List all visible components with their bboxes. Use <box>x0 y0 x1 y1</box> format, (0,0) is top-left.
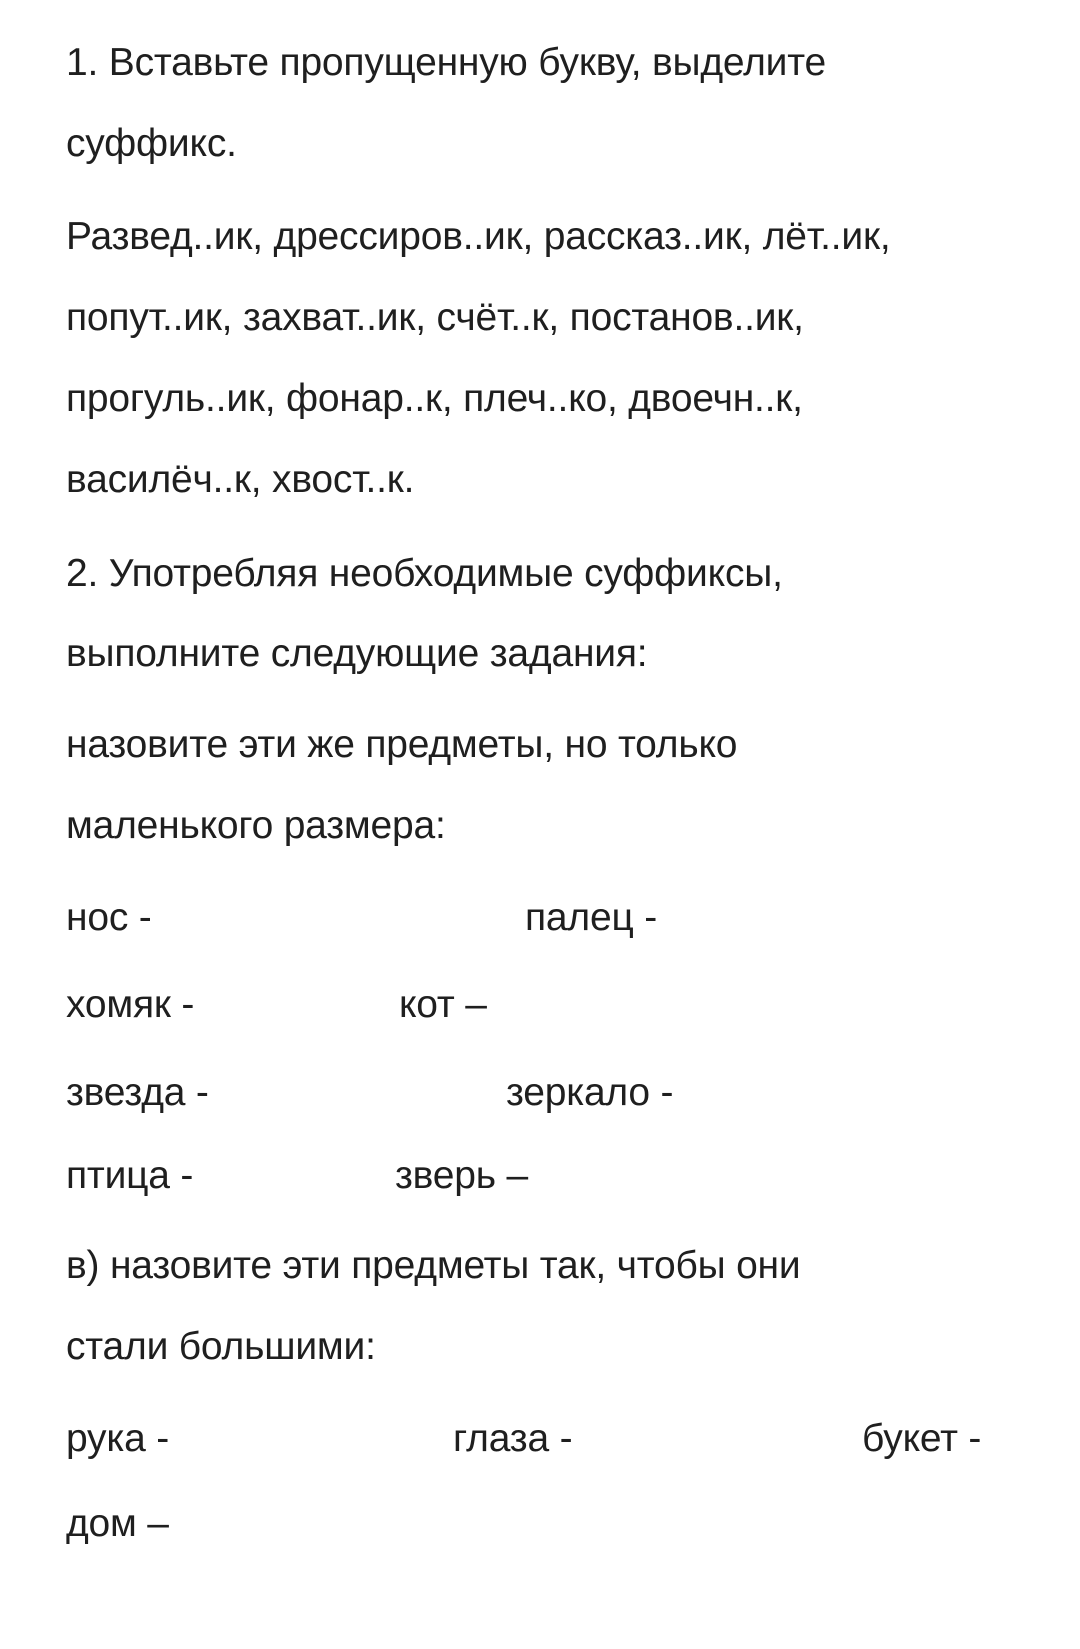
word-item: дом – <box>66 1502 169 1545</box>
task2-heading-line2: выполните следующие задания: <box>66 632 648 675</box>
word-item: птица - <box>66 1154 194 1197</box>
task2a-instruction-line1: назовите эти же предметы, но только <box>66 723 738 766</box>
task2a-instruction-line2: маленького размера: <box>66 804 446 847</box>
word-item: звезда - <box>66 1071 209 1114</box>
word-item: глаза - <box>453 1417 573 1460</box>
task1-heading-line1: 1. Вставьте пропущенную букву, выделите <box>66 41 826 84</box>
word-item: букет - <box>862 1417 982 1460</box>
word-item: кот – <box>399 983 487 1026</box>
task1-words-line1: Развед..ик, дрессиров..ик, рассказ..ик, лёт..ик, <box>66 215 891 258</box>
task1-words-line2: попут..ик, захват..ик, счёт..к, постанов..ик, <box>66 296 804 339</box>
task1-heading-line2: суффикс. <box>66 122 237 165</box>
word-item: зверь – <box>395 1154 528 1197</box>
task1-words-line4: василёч..к, хвост..к. <box>66 458 415 501</box>
word-item: нос - <box>66 896 152 939</box>
task2b-instruction-line2: стали большими: <box>66 1325 376 1368</box>
word-item: зеркало - <box>506 1071 674 1114</box>
task2b-instruction-line1: в) назовите эти предметы так, чтобы они <box>66 1244 801 1287</box>
word-item: рука - <box>66 1417 169 1460</box>
task2-heading-line1: 2. Употребляя необходимые суффиксы, <box>66 552 783 595</box>
word-item: хомяк - <box>66 983 195 1026</box>
task1-words-line3: прогуль..ик, фонар..к, плеч..ко, двоечн..к, <box>66 377 803 420</box>
word-item: палец - <box>525 896 658 939</box>
